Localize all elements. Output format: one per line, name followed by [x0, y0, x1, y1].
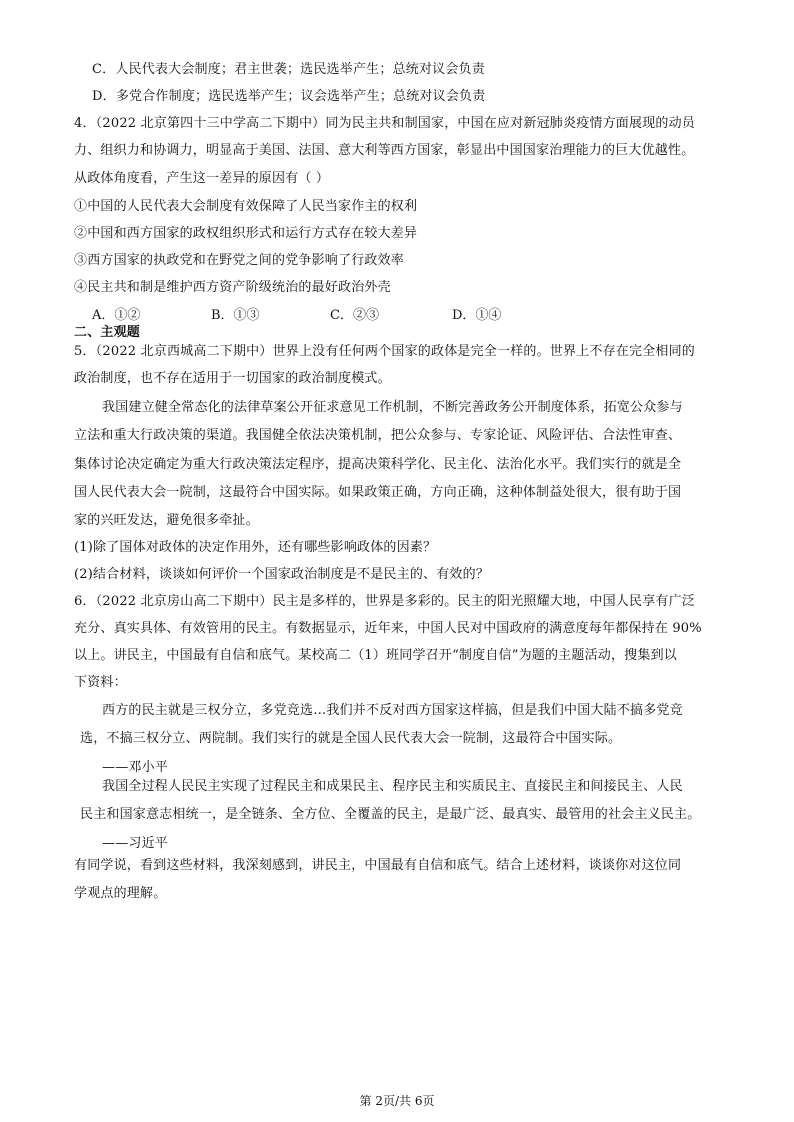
q4-item-4: ④民主共和制是维护西方资产阶级统治的最好政治外壳: [74, 280, 391, 295]
section-heading: 二、主观题: [74, 325, 141, 340]
q3-option-d: D．多党合作制度；选民选举产生；议会选举产生；总统对议会负责: [92, 89, 486, 104]
q3-option-c: C．人民代表大会制度；君主世袭；选民选举产生；总统对议会负责: [92, 62, 485, 77]
q6-quote1-author: ——邓小平: [102, 760, 169, 775]
q4-stem-line-1: 4．（2022 北京第四十三中学高二下期中）同为民主共和制国家，中国在应对新冠肺炎疫情方面展现的动员: [74, 116, 695, 131]
q6-stem-line-4: 下资料：: [74, 675, 127, 690]
q6-stem-line-2: 充分、真实具体、有效管用的民主。有数据显示，近年来，中国人民对中国政府的满意度每年都保持在 90%: [74, 621, 702, 636]
q4-choice-a: A．①②: [92, 308, 141, 323]
q6-stem-line-3: 以上。讲民主，中国最有自信和底气。某校高二（1）班同学召开“制度自信”为题的主题活动，搜集到以: [74, 648, 677, 663]
q4-item-2: ②中国和西方国家的政权组织形式和运行方式存在较大差异: [74, 226, 418, 241]
q5-subquestion-2: (2)结合材料，谈谈如何评价一个国家政治制度是不是民主的、有效的？: [74, 567, 490, 582]
q5-subquestion-1: (1)除了国体对政体的决定作用外，还有哪些影响政体的因素？: [74, 540, 437, 555]
page-footer: 第 2页/共 6页: [359, 1094, 435, 1108]
q6-quote2-line-1: 我国全过程人民民主实现了过程民主和成果民主、程序民主和实质民主、直接民主和间接民主、人民: [102, 779, 683, 794]
q5-material-line-4: 国人民代表大会一院制，这最符合中国实际。如果政策正确，方向正确，这种体制益处很大，很有助于国: [74, 485, 682, 500]
q5-material-line-1: 我国建立健全常态化的法律草案公开征求意见工作机制，不断完善政务公开制度体系，拓宽公众参与: [102, 400, 683, 415]
q4-choice-c: C．②③: [330, 308, 379, 323]
q4-choice-d: D．①④: [452, 308, 502, 323]
q4-stem-line-3: 从政体角度看，产生这一差异的原因有（ ）: [74, 171, 330, 186]
q4-item-3: ③西方国家的执政党和在野党之间的党争影响了行政效率: [74, 253, 405, 268]
q4-stem-line-2: 力、组织力和协调力，明显高于美国、法国、意大利等西方国家，彰显出中国国家治理能力的巨大优越性。: [74, 143, 695, 158]
q4-choices: [92, 308, 512, 324]
q5-stem-line-2: 政治制度，也不存在适用于一切国家的政治制度模式。: [74, 371, 391, 386]
q4-item-1: ①中国的人民代表大会制度有效保障了人民当家作主的权利: [74, 199, 418, 214]
q6-question-line-1: 有同学说，看到这些材料，我深刻感到，讲民主，中国最有自信和底气。结合上述材料，谈谈你对这位同: [74, 858, 682, 873]
q5-stem-line-1: 5．（2022 北京西城高二下期中）世界上没有任何两个国家的政体是完全一样的。世界上不存在完全相同的: [74, 344, 695, 359]
q6-stem-line-1: 6．（2022 北京房山高二下期中）民主是多样的，世界是多彩的。民主的阳光照耀大地，中国人民享有广泛: [74, 594, 695, 609]
q6-quote1-line-2: 选，不搞三权分立、两院制。我们实行的就是全国人民代表大会一院制，这最符合中国实际。: [80, 731, 622, 746]
q5-material-line-3: 集体讨论决定确定为重大行政决策法定程序，提高决策科学化、民主化、法治化水平。我们实行的就是全: [74, 457, 682, 472]
q5-material-line-5: 家的兴旺发达，避免很多牵扯。: [74, 513, 259, 528]
q4-choice-b: B．①③: [211, 308, 260, 323]
q6-question-line-2: 学观点的理解。: [74, 886, 167, 901]
q6-quote2-author: ——习近平: [102, 836, 169, 851]
q6-quote1-line-1: 西方的民主就是三权分立，多党竞选…我们并不反对西方国家这样搞，但是我们中国大陆不搞多党竞: [102, 703, 683, 718]
q6-quote2-line-2: 民主和国家意志相统一，是全链条、全方位、全覆盖的民主，是最广泛、最真实、最管用的社会主义民主。: [80, 807, 701, 822]
q5-material-line-2: 立法和重大行政决策的渠道。我国健全依法决策机制，把公众参与、专家论证、风险评估、合法性审查、: [74, 428, 682, 443]
